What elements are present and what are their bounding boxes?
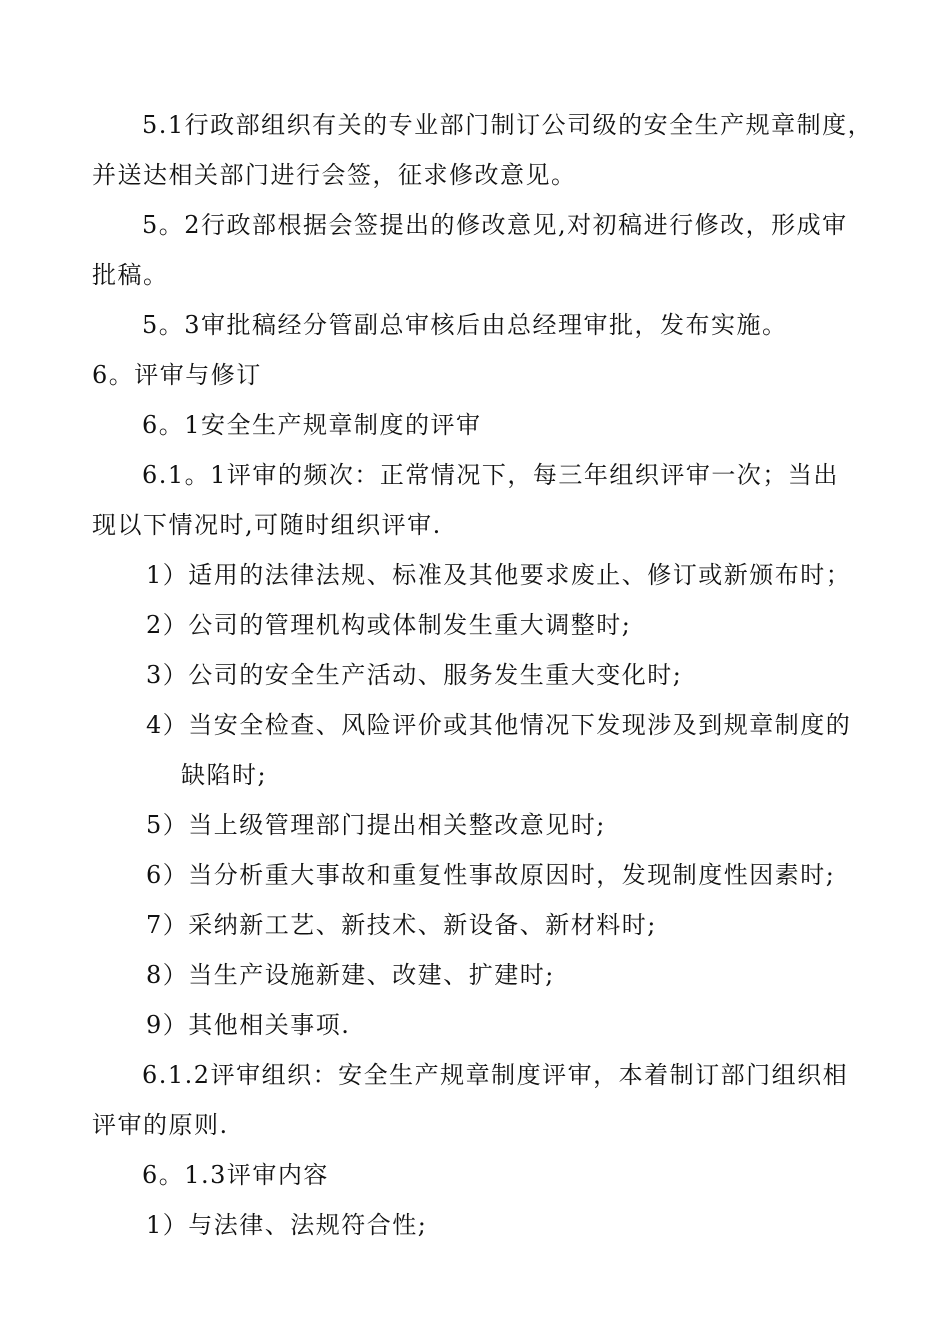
list-item: 3）公司的安全生产活动、服务发生重大变化时; — [146, 661, 683, 689]
subsection-heading: 6。1安全生产规章制度的评审 — [142, 411, 482, 439]
list-item: 9）其他相关事项. — [146, 1011, 351, 1039]
list-item: 2）公司的管理机构或体制发生重大调整时; — [146, 611, 632, 639]
section-heading: 6。评审与修订 — [92, 361, 262, 389]
text-line: 6.1。1评审的频次：正常情况下，每三年组织评审一次；当出 — [142, 461, 839, 489]
list-item: 5）当上级管理部门提出相关整改意见时; — [146, 811, 606, 839]
list-item: 8）当生产设施新建、改建、扩建时; — [146, 961, 555, 989]
text-line: 5.1行政部组织有关的专业部门制订公司级的安全生产规章制度， — [142, 111, 874, 139]
list-item: 1）与法律、法规符合性; — [146, 1211, 428, 1239]
text-line: 6.1.2评审组织：安全生产规章制度评审，本着制订部门组织相 — [142, 1061, 849, 1089]
text-line: 5。3审批稿经分管副总审核后由总经理审批，发布实施。 — [142, 311, 788, 339]
text-line: 5。2行政部根据会签提出的修改意见,对初稿进行修改，形成审 — [142, 211, 848, 239]
list-item: 1）适用的法律法规、标准及其他要求废止、修订或新颁布时； — [146, 561, 852, 589]
text-line: 批稿。 — [92, 261, 169, 289]
text-line: 并送达相关部门进行会签，征求修改意见。 — [92, 161, 577, 189]
text-line: 现以下情况时,可随时组织评审. — [92, 511, 442, 539]
list-item-continuation: 缺陷时; — [181, 761, 268, 789]
subsection-heading: 6。1.3评审内容 — [142, 1161, 329, 1189]
list-item: 4）当安全检查、风险评价或其他情况下发现涉及到规章制度的 — [146, 711, 852, 739]
text-line: 评审的原则. — [92, 1111, 229, 1139]
list-item: 7）采纳新工艺、新技术、新设备、新材料时; — [146, 911, 657, 939]
list-item: 6）当分析重大事故和重复性事故原因时，发现制度性因素时; — [146, 861, 836, 889]
